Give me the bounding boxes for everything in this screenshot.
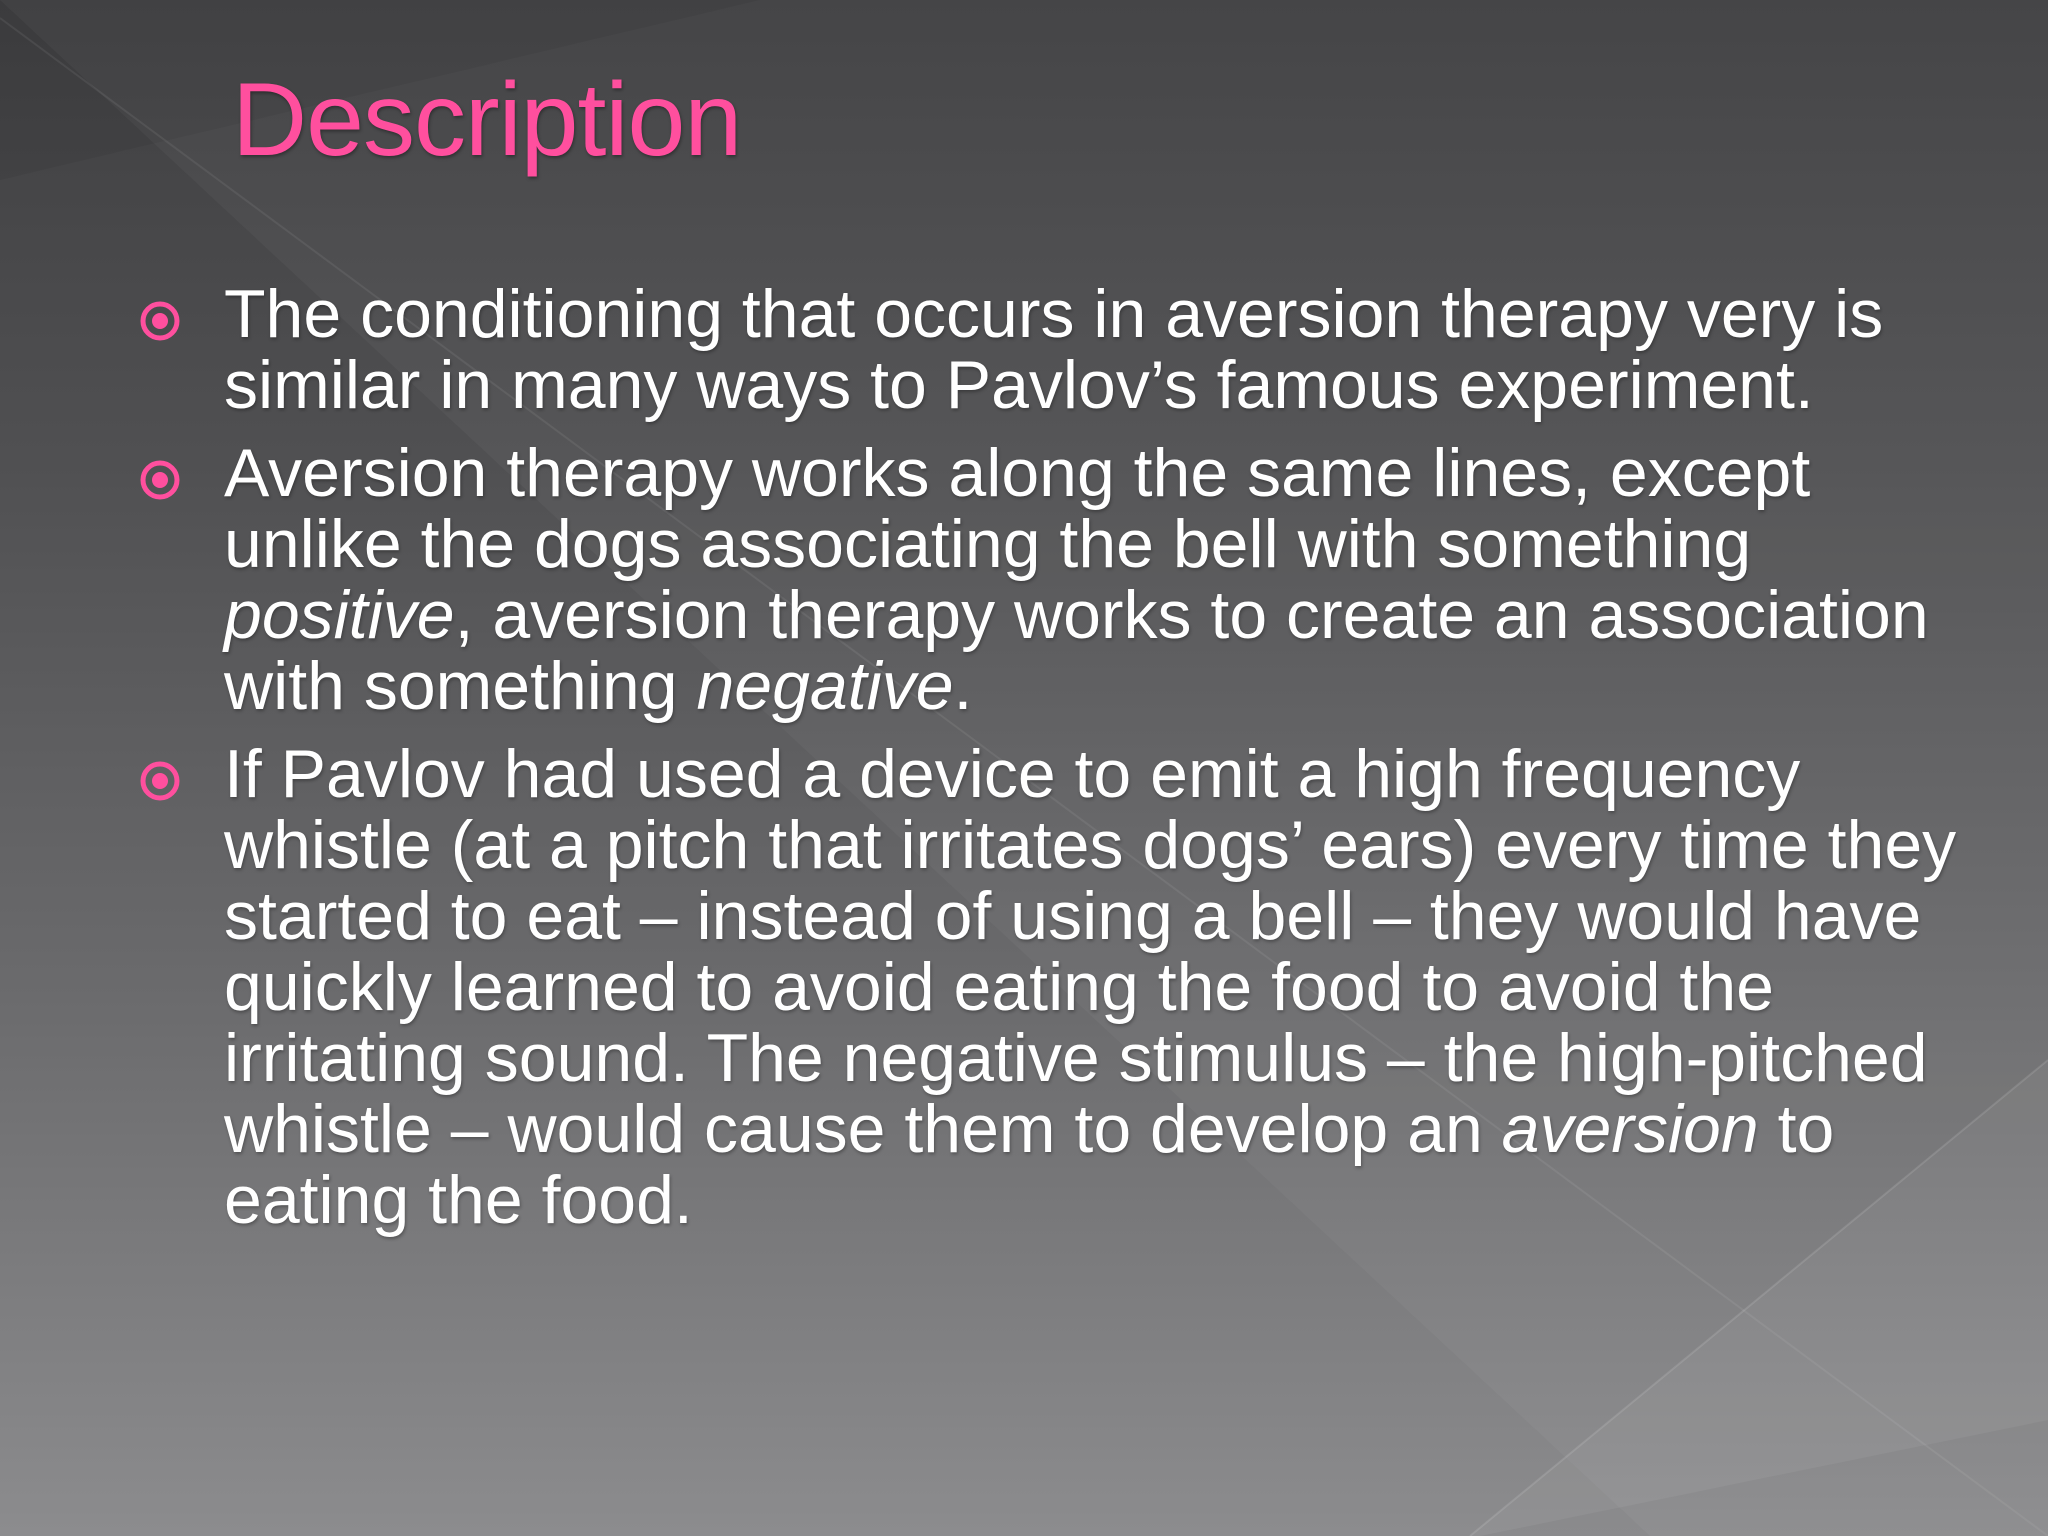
bullet-list xyxy=(224,276,2004,1253)
bullet-text-segment: The conditioning that occurs in aversion therapy very is similar in many ways to Pavlov’s famous experiment. xyxy=(224,276,1884,423)
slide-title: Description xyxy=(232,62,742,178)
bullet-text xyxy=(224,736,1956,1238)
bullet-text-segment: , aversion therapy works to create an association with something xyxy=(224,577,1929,724)
bullet-item xyxy=(224,276,2004,423)
target-ring-icon xyxy=(139,760,181,802)
bullet-text-segment: to eating the food. xyxy=(224,1091,1835,1238)
target-ring-icon xyxy=(139,300,181,342)
bullet-item xyxy=(224,435,2004,724)
bullet-text-italic: positive xyxy=(224,577,455,653)
bullet-item xyxy=(224,736,2004,1238)
target-ring-icon xyxy=(139,459,181,501)
bullet-text-segment: Aversion therapy works along the same lines, except unlike the dogs associating the bell with something xyxy=(224,435,1811,582)
bullet-text xyxy=(224,435,1929,724)
bullet-text-segment: If Pavlov had used a device to emit a high frequency whistle (at a pitch that irritates dogs’ ears) every time they started to eat – instead of using a bell – they would have quickly learned to avoid eating the food to avoid the irritating sound. The negative stimulus – the high-pitched whistle – would cause them to develop an xyxy=(224,736,1957,1167)
bullet-text-italic: negative xyxy=(696,648,954,724)
bullet-text-segment: . xyxy=(953,648,973,724)
bullet-text-italic: aversion xyxy=(1501,1091,1759,1167)
bullet-text xyxy=(224,276,1883,423)
